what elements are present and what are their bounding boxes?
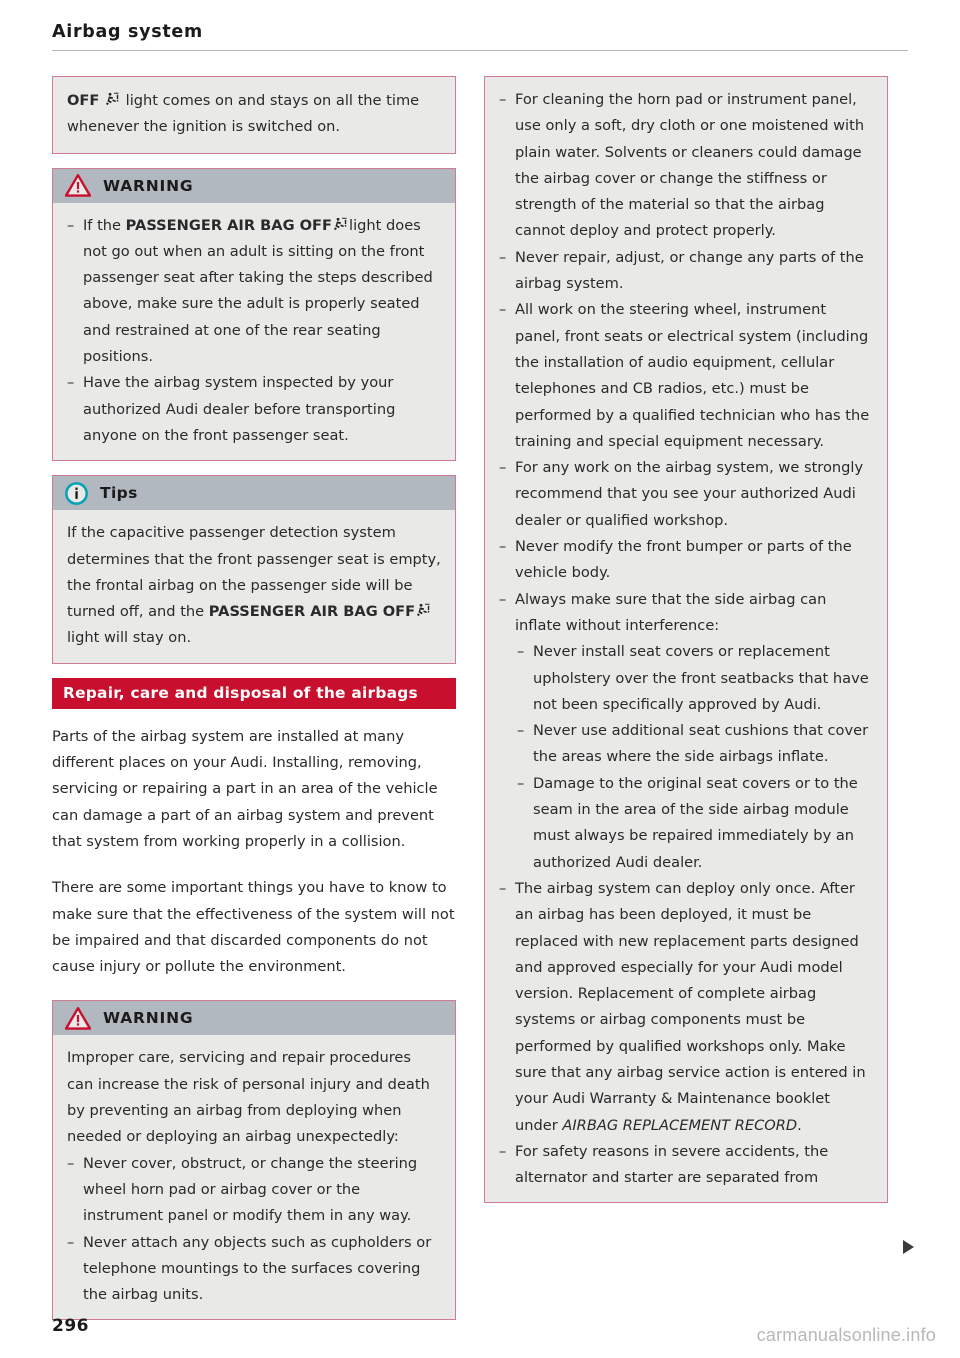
warning-box-2: [52, 1000, 456, 1320]
section-title-bar: Repair, care and disposal of the airbags: [52, 678, 456, 709]
info-circle-icon: [65, 482, 88, 505]
list-item: [67, 213, 441, 371]
right-column: [484, 76, 888, 1217]
tips-text-after: light will stay on.: [67, 629, 192, 647]
left-column: [52, 76, 456, 1334]
warning-2-lead: Improper care, servicing and repair procedures can increase the risk of personal injury and death by preventing an airbag from deploying when needed or deploying an airbag unexpectedly:: [67, 1049, 430, 1146]
side-airbag-lead: Always make sure that the side airbag can inflate without interference:: [515, 590, 827, 634]
passenger-airbag-off-icon: [333, 215, 348, 230]
warning-box-2-body: [53, 1035, 455, 1319]
tips-label: Tips: [100, 484, 138, 503]
tips-text-before: If the capacitive passenger detection system determines that the front passenger seat is empty, the frontal airbag on the passenger side will be turned off, and the: [67, 524, 441, 621]
warning-box-1: [52, 168, 456, 462]
list-item: – Never modify the front bumper or parts of the vehicle body.: [499, 534, 873, 587]
list-item: [499, 587, 873, 876]
passenger-airbag-off-icon: [416, 601, 431, 616]
deploy-once-text-2: .: [797, 1116, 802, 1134]
warning-box-continued: [484, 76, 888, 1203]
warning-box-2-header: [53, 1001, 455, 1035]
warning-1-list: [67, 213, 441, 450]
warning-2-list: [67, 1151, 441, 1309]
page-header: [52, 22, 908, 51]
tips-box-body: [53, 510, 455, 662]
body-paragraph-2: There are some important things you have to know to make sure that the effectiveness of the system will not be impaired and that discarded components do not cause injury or pollute the environment.: [52, 879, 455, 976]
warning-continued-list: [499, 87, 873, 1191]
warning-triangle-icon: [65, 174, 91, 197]
page-title: Airbag system: [52, 22, 203, 42]
list-item: – All work on the steering wheel, instrument panel, front seats or electrical system (including the installation of audio equipment, cellular telephones and CB radios, etc.) must be performed by a qualified technician who has the training and special equipment necessary.: [499, 297, 873, 455]
passenger-airbag-off-icon: [105, 90, 120, 105]
list-item: – Have the airbag system inspected by your authorized Audi dealer before transporting anyone on the front passenger seat.: [67, 370, 441, 449]
page-number: 296: [52, 1316, 89, 1336]
warning-1-item-0-suffix: light does not go out when an adult is sitting on the front passenger seat after taking the steps described above, make sure the adult is properly seated and restrained at one of the rear seating positions.: [83, 216, 433, 366]
tips-box-header: [53, 476, 455, 510]
warning-1-item-0-prefix: If the: [83, 216, 126, 234]
header-rule: [52, 50, 908, 51]
list-item: – Damage to the original seat covers or to the seam in the area of the side airbag module must always be repaired immediately by an authorized Audi dealer.: [517, 771, 873, 876]
list-item: – Never install seat covers or replacement upholstery over the front seatbacks that have not been specifically approved by Audi.: [517, 639, 873, 718]
warning-box-1-body: [53, 203, 455, 461]
continuation-arrow-icon: [903, 1240, 914, 1254]
list-item: – For safety reasons in severe accidents, the alternator and starter are separated from: [499, 1139, 873, 1192]
off-label: OFF: [67, 92, 100, 109]
list-item: – For cleaning the horn pad or instrument panel, use only a soft, dry cloth or one moistened with plain water. Solvents or cleaners could damage the airbag cover or change the stiffness or strength of the material so that the airbag cannot deploy and protect properly.: [499, 87, 873, 245]
intro-note-body: light comes on and stays on all the time whenever the ignition is switched on.: [67, 92, 420, 136]
list-item: – Never cover, obstruct, or change the steering wheel horn pad or airbag cover or the instrument panel or modify them in any way.: [67, 1151, 441, 1230]
warning-triangle-icon: [65, 1007, 91, 1030]
warning-label: WARNING: [103, 1009, 194, 1028]
watermark: carmanualsonline.info: [756, 1325, 936, 1345]
body-paragraph-1: Parts of the airbag system are installed at many different places on your Audi. Installing, removing, servicing or repairing a part in an area of the vehicle can damage a part of an airbag system and prevent that system from working properly in a collision.: [52, 727, 438, 850]
deploy-once-text-1: The airbag system can deploy only once. After an airbag has been deployed, it must be replaced with new replacement parts designed and approved especially for your Audi model version. Replacement of complete airbag systems or airbag components must be performed by qualified workshops only. Make sure that any airbag service action is entered in your Audi Warranty & Maintenance booklet under: [515, 879, 866, 1134]
tips-box: [52, 475, 456, 663]
intro-note-text: [53, 77, 455, 153]
tips-bold: PASSENGER AIR BAG OFF: [208, 603, 416, 621]
warning-box-1-header: [53, 169, 455, 203]
list-item: – For any work on the airbag system, we strongly recommend that you see your authorized Audi dealer or qualified workshop.: [499, 455, 873, 534]
warning-1-item-0-bold: PASSENGER AIR BAG OFF: [125, 216, 333, 234]
warning-continued-body: [485, 77, 887, 1202]
list-item: – Never repair, adjust, or change any parts of the airbag system.: [499, 245, 873, 298]
list-item: [499, 876, 873, 1139]
airbag-replacement-record-italic: AIRBAG REPLACEMENT RECORD: [562, 1116, 798, 1134]
intro-note-box: [52, 76, 456, 154]
list-item: – Never use additional seat cushions that cover the areas where the side airbags inflate.: [517, 718, 873, 771]
warning-label: WARNING: [103, 176, 194, 195]
side-airbag-sublist: [515, 639, 873, 876]
list-item: – Never attach any objects such as cupholders or telephone mountings to the surfaces covering the airbag units.: [67, 1230, 441, 1309]
